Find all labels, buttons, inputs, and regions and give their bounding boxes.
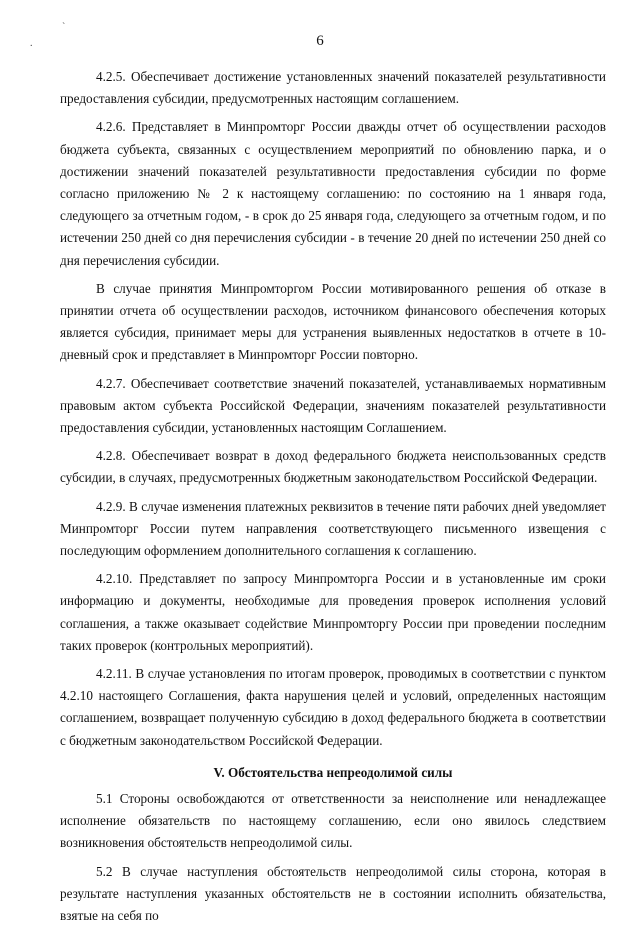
- clause-4-2-7: 4.2.7. Обеспечивает соответствие значений показателей, устанавливаемых нормативным правовым актом субъекта Российской Федерации, значениям показателей результативности предоставления субсидии, установленных настоящим Соглашением.: [60, 375, 606, 436]
- clause-4-2-9: 4.2.9. В случае изменения платежных реквизитов в течение пяти рабочих дней уведомляет Минпромторг России путем направления соответствующего письменного извещения с последующим оформлением дополнительного соглашения к соглашению.: [60, 498, 606, 559]
- clause-5-1: 5.1 Стороны освобождаются от ответственности за неисполнение или ненадлежащее исполнение обязательств по настоящему соглашению, если оно явилось следствием возникновения обстоятельств непреодолимой силы.: [60, 790, 606, 851]
- scan-mark: .: [30, 38, 33, 49]
- page-number: 6: [316, 33, 324, 49]
- clause-4-2-6: 4.2.6. Представляет в Минпромторг России дважды отчет об осуществлении расходов бюджета субъекта, связанных с осуществлением мероприятий по обновлению парка, и о достижении значений показателей результативности предоставления субсидии по форме согласно приложению № 2 к настоящему соглашению: по состоянию на 1 января года, следующего за отчетным годом, - в срок до 25 января года, следующего за отчетным годом, и по истечении 250 дней со дня перечисления субсидии - в течение 20 дней по истечении 250 дней со дня перечисления субсидии.: [60, 119, 606, 268]
- clause-4-2-6-continuation: В случае принятия Минпромторгом России мотивированного решения об отказе в принятии отчета об осуществлении расходов, источником финансового обеспечения которых является субсидия, принимает меры для устранения выявленных недостатков в отчете в 10-дневный срок и представляет в Минпромторг России повторно.: [60, 280, 606, 363]
- clause-4-2-10: 4.2.10. Представляет по запросу Минпромторга России и в установленные им сроки информацию и документы, необходимые для проведения проверок исполнения условий соглашения, а также оказывает содействие Минпромторгу России при проведении последним таких проверок (контрольных мероприятий).: [60, 571, 606, 653]
- section-title: V. Обстоятельства непреодолимой силы: [213, 764, 453, 780]
- clause-5-2: 5.2 В случае наступления обстоятельств непреодолимой силы сторона, которая в результате наступления указанных обстоятельств не в состоянии исполнить обязательства, взятые на себя по: [60, 863, 606, 923]
- clause-4-2-8: 4.2.8. Обеспечивает возврат в доход федерального бюджета неиспользованных средств субсидии, в случаях, предусмотренных бюджетным законодательством Российской Федерации.: [60, 448, 606, 486]
- document-body: [60, 66, 606, 933]
- scan-mark: `: [62, 22, 66, 33]
- clause-4-2-5: 4.2.5. Обеспечивает достижение установленных значений показателей результативности предоставления субсидии, предусмотренных настоящим соглашением.: [60, 69, 606, 107]
- clause-4-2-11: 4.2.11. В случае установления по итогам проверок, проводимых в соответствии с пунктом 4.2.10 настоящего Соглашения, факта нарушения целей и условий, определенных настоящим соглашением, возвращает полученную субсидию в доход федерального бюджета в соответствии с бюджетным законодательством Российской Федерации.: [60, 666, 606, 748]
